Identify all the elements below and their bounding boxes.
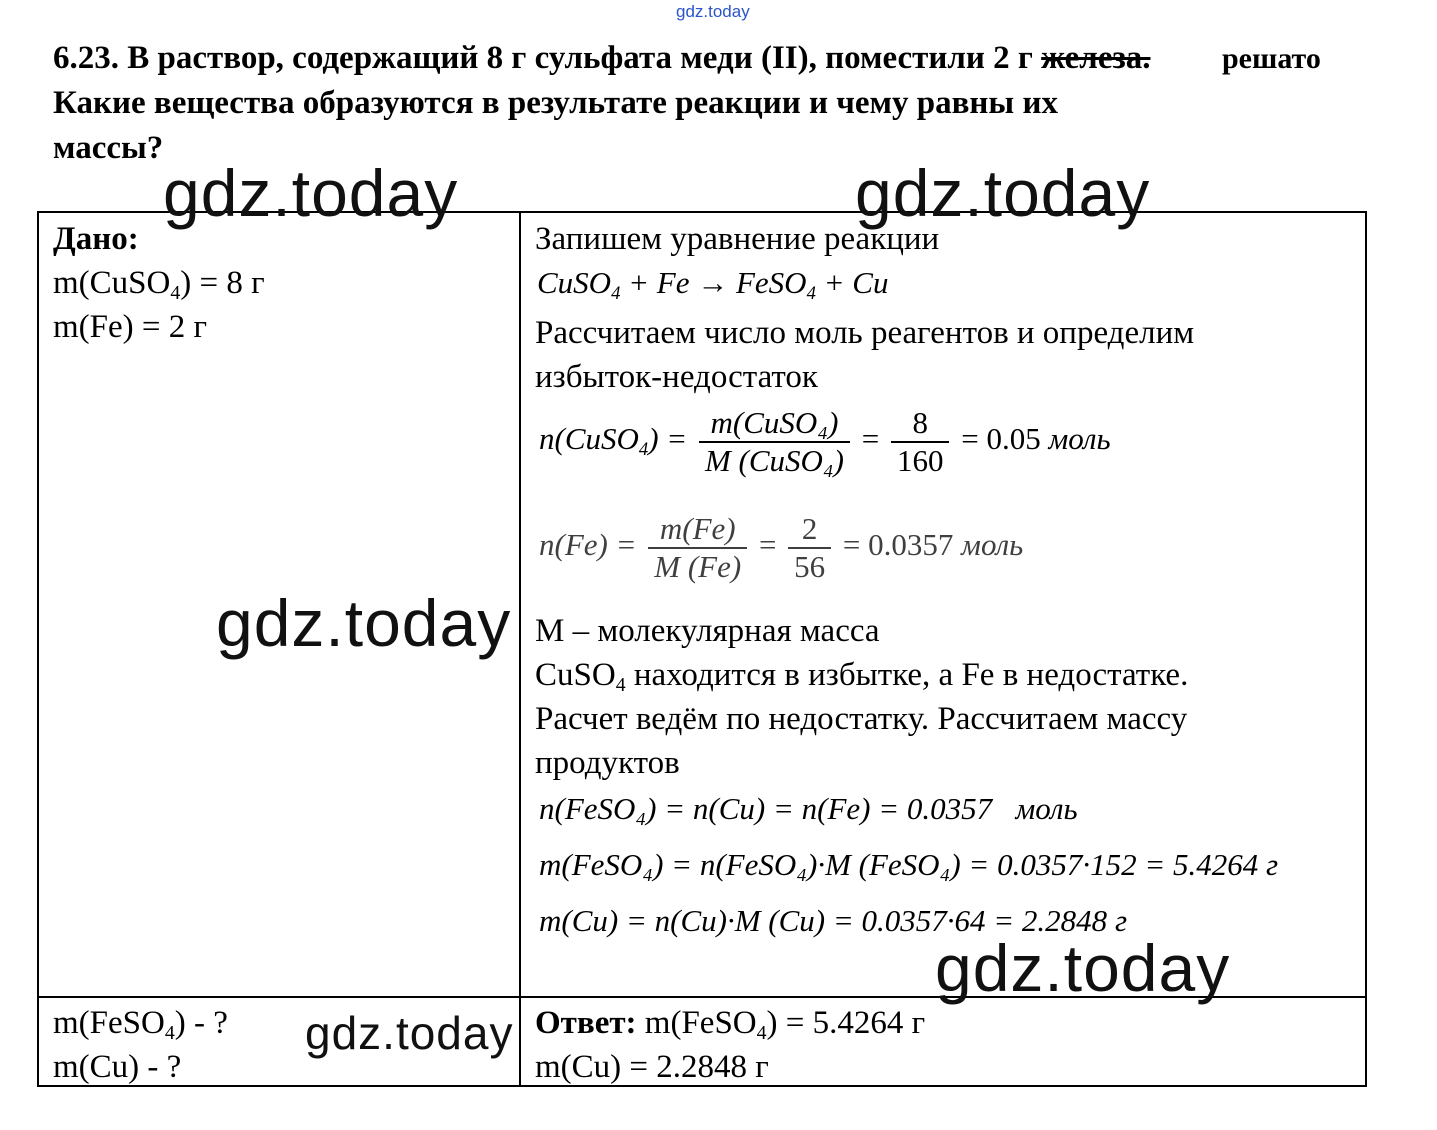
given-fe: m(Fe) = 2 г	[53, 309, 208, 345]
watermark-5: gdz.today	[305, 1007, 514, 1059]
watermark-4: gdz.today	[935, 931, 1231, 1005]
answer-cell	[535, 1001, 925, 1089]
problem-line-3: массы?	[53, 130, 164, 166]
step-text-1: Рассчитаем число моль реагентов и определим	[535, 315, 1195, 351]
watermark-1: gdz.today	[163, 156, 459, 230]
watermark-3: gdz.today	[216, 586, 512, 660]
mass-feso4-calc: m(FeSO₄) = n(FeSO₄)·M (FeSO₄) = 0.0357·152 = 5.4264 г	[539, 847, 1279, 882]
reaction-equation: CuSO$_4$ + Fe → FeSO$_4$ + Cu	[537, 265, 889, 304]
find-cu: m(Cu) - ?	[53, 1049, 182, 1085]
calc-text-2: продуктов	[535, 745, 680, 781]
mass-cu-calc: m(Cu) = n(Cu)·M (Cu) = 0.0357·64 = 2.2848 г	[539, 903, 1128, 938]
molar-mass-note: M – молекулярная масса	[535, 613, 880, 649]
watermark-top: gdz.today	[676, 2, 750, 21]
answer-cu: m(Cu) = 2.2848 г	[535, 1049, 769, 1085]
n-cuso4-formula: n(CuSO$_4$) = $\frac{\text{m(CuSO₄)}}{\text{M (CuSO₄)}}$ = $\frac{8}{160}$ = 0.05 моль	[539, 405, 1111, 478]
solution-intro: Запишем уравнение реакции	[535, 221, 940, 257]
calc-text-1: Расчет ведём по недостатку. Рассчитаем массу	[535, 701, 1188, 737]
excess-statement: CuSO$_4$ находится в избытке, а Fe в недостатке.	[535, 657, 1189, 696]
watermark-2: gdz.today	[855, 156, 1151, 230]
problem-line-2: Какие вещества образуются в результате реакции и чему равны их	[53, 85, 1058, 121]
fraction-2-over-56: $\frac{2}{56}$	[788, 511, 831, 585]
moles-equality: n(FeSO₄) = n(Cu) = n(Fe) = 0.0357 моль	[539, 791, 1078, 826]
fraction-m-over-M-fe: $\frac{m(Fe)}{M (Fe)}$	[648, 511, 747, 585]
find-cell	[53, 1001, 228, 1089]
step-text-2: избыток-недостаток	[535, 359, 818, 395]
problem-statement	[53, 36, 1373, 171]
problem-line-1: 6.23. В раствор, содержащий 8 г сульфата меди (II), поместили 2 г	[53, 40, 1033, 76]
answer-feso4: Ответ: m(FeSO$_4$) = 5.4264 г	[535, 1005, 926, 1044]
find-feso4: m(FeSO$_4$) - ?	[53, 1005, 228, 1044]
fraction-8-over-160: $\frac{8}{160}$	[891, 405, 950, 479]
column-divider	[519, 213, 521, 1085]
given-heading: Дано:	[53, 221, 139, 257]
n-fe-formula: n(Fe) = $\frac{m(Fe)}{M (Fe)}$ = $\frac{2}{56}$ = 0.0357 моль	[539, 511, 1024, 584]
fraction-m-over-M-cuso4: $\frac{\text{m(CuSO₄)}}{\text{M (CuSO₄)}}$	[699, 405, 850, 479]
given-cell	[53, 217, 265, 349]
given-cuso4: m(CuSO$_4$) = 8 г	[53, 265, 265, 304]
reshato-watermark: решато	[1222, 42, 1321, 75]
problem-struck-word: железа.	[1041, 40, 1151, 76]
